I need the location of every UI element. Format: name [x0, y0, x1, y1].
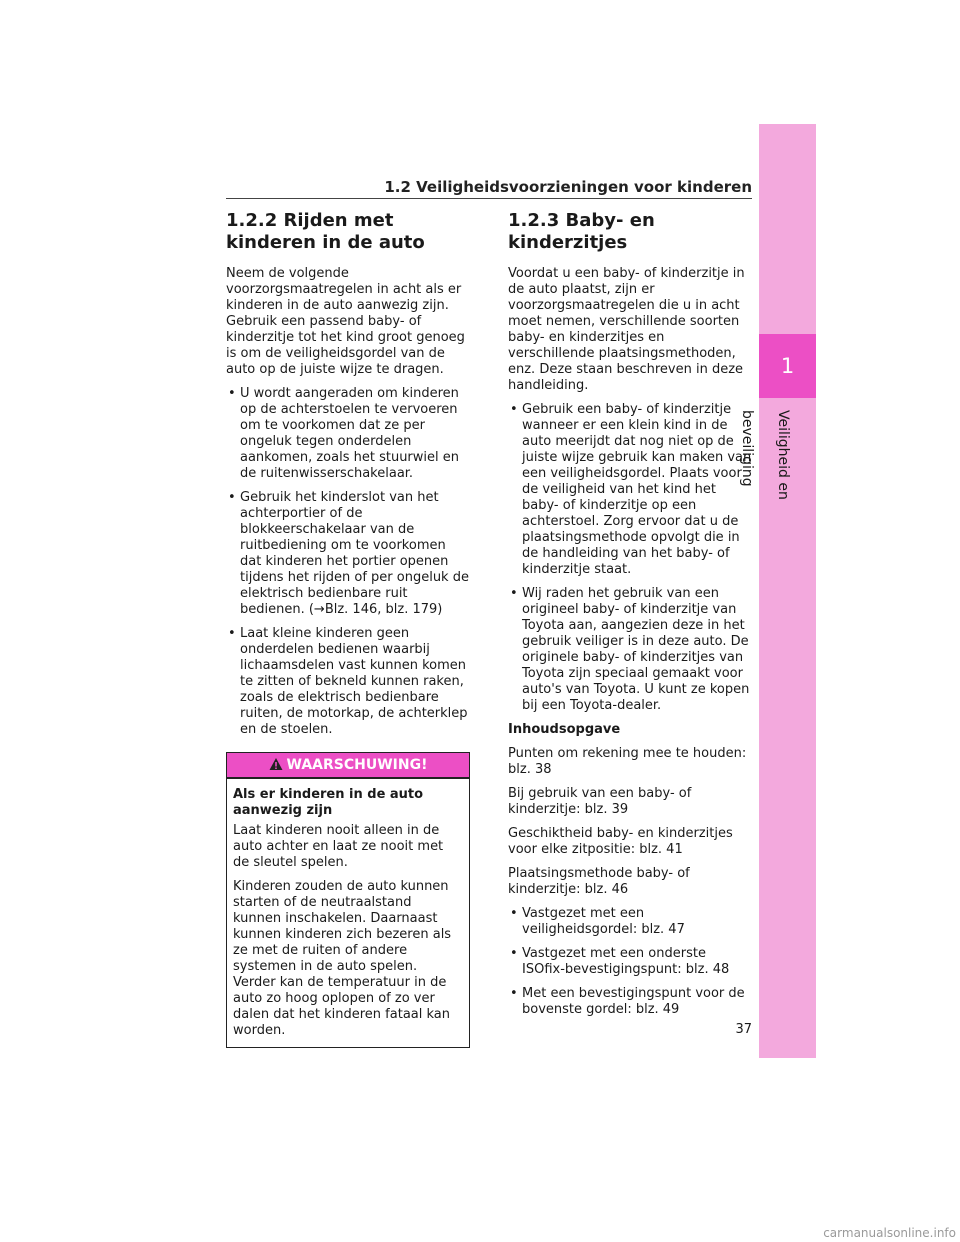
list-item: • Wij raden het gebruik van een origineel baby- of kinderzitje van Toyota aan, aangezien deze in het gebruik veiliger is in deze auto. De originele baby- of kinderzitjes van Toyota zijn speciaal gemaakt voor auto's van Toyota. U kunt ze kopen bij een Toyota-dealer.	[508, 586, 752, 714]
warning-box	[226, 752, 470, 1048]
warning-title: Als er kinderen in de auto aanwezig zijn	[233, 787, 424, 818]
section-heading-1-2-2: 1.2.2 Rijden met kinderen in de auto	[226, 210, 425, 253]
warning-label: WAARSCHUWING!	[286, 757, 428, 773]
warning-body	[227, 787, 469, 1039]
bullet-list	[508, 402, 752, 714]
bullet-list	[226, 386, 470, 738]
left-column	[226, 210, 470, 1048]
toc-sub-entry: • Vastgezet met een onderste ISOfix-bevestigingspunt: blz. 48	[508, 946, 752, 978]
warning-paragraph: Kinderen zouden de auto kunnen starten of de neutraalstand kunnen inschakelen. Daarnaast kunnen kinderen zich bezeren als ze met de ruiten of andere systemen in de auto spelen. Verder kan de temperatuur in de auto zo hoog oplopen of zo ver dalen dat het kinderen fataal kan worden.	[233, 879, 452, 1038]
chapter-number-tab: 1	[759, 334, 816, 398]
header-rule	[226, 198, 752, 199]
list-item: • Gebruik het kinderslot van het achterportier of de blokkeerschakelaar van de ruitbediening om te voorkomen dat kinderen het portier openen tijdens het rijden of per ongeluk de elektrisch bedienbare ruit bedienen. (→Blz. 146, blz. 179)	[226, 490, 470, 618]
warning-triangle-icon	[269, 757, 283, 771]
running-header: 1.2 Veiligheidsvoorzieningen voor kinderen	[384, 178, 752, 196]
warning-header	[227, 753, 469, 779]
toc-entry: Geschiktheid baby- en kinderzitjes voor elke zitpositie: blz. 41	[508, 826, 733, 857]
toc-sub-entry: • Vastgezet met een veiligheidsgordel: blz. 47	[508, 906, 752, 938]
list-item: • U wordt aangeraden om kinderen op de achterstoelen te vervoeren om te voorkomen dat ze per ongeluk tegen onderdelen aankomen, zoals het stuurwiel en de ruitenwisserschakelaar.	[226, 386, 470, 482]
toc-sub-entry: • Met een bevestigingspunt voor de bovenste gordel: blz. 49	[508, 986, 752, 1018]
chapter-title-vertical: Veiligheid en beveiliging	[739, 410, 791, 500]
warning-paragraph: Laat kinderen nooit alleen in de auto achter en laat ze nooit met de sleutel spelen.	[233, 823, 444, 870]
page-number: 37	[735, 1022, 752, 1037]
toc-heading: Inhoudsopgave	[508, 722, 621, 737]
toc-entry: Bij gebruik van een baby- of kinderzitje: blz. 39	[508, 786, 692, 817]
intro-paragraph: Neem de volgende voorzorgsmaatregelen in acht als er kinderen in de auto aanwezig zijn. Gebruik een passend baby- of kinderzitje tot het kind groot genoeg is om de veiligheidsgordel van de auto op de juiste wijze te dragen.	[226, 266, 465, 377]
right-column	[508, 210, 752, 1026]
list-item: • Gebruik een baby- of kinderzitje wanneer er een klein kind in de auto meerijdt dat nog niet op de juiste wijze gebruik kan maken van een veiligheidsgordel. Plaats voor de veiligheid van het kind het baby- of kinderzitje op een achterstoel. Zorg ervoor dat u de plaatsingsmethode opvolgt die in de handleiding van het baby- of kinderzitje staat.	[508, 402, 752, 578]
toc-entry: Punten om rekening mee te houden: blz. 38	[508, 746, 747, 777]
section-heading-1-2-3: 1.2.3 Baby- en kinderzitjes	[508, 210, 655, 253]
toc-sub-list	[508, 906, 752, 1018]
intro-paragraph: Voordat u een baby- of kinderzitje in de auto plaatst, zijn er voorzorgsmaatregelen die u in acht moet nemen, verschillende soorten baby- en kinderzitjes en verschillende plaatsingsmethoden, enz. Deze staan beschreven in deze handleiding.	[508, 266, 745, 393]
toc-entry: Plaatsingsmethode baby- of kinderzitje: blz. 46	[508, 866, 690, 897]
list-item: • Laat kleine kinderen geen onderdelen bedienen waarbij lichaamsdelen vast kunnen komen te zitten of bekneld kunnen raken, zoals de elektrisch bedienbare ruiten, de motorkap, de achterklep en de stoelen.	[226, 626, 470, 738]
site-watermark: carmanualsonline.info	[823, 1226, 956, 1240]
